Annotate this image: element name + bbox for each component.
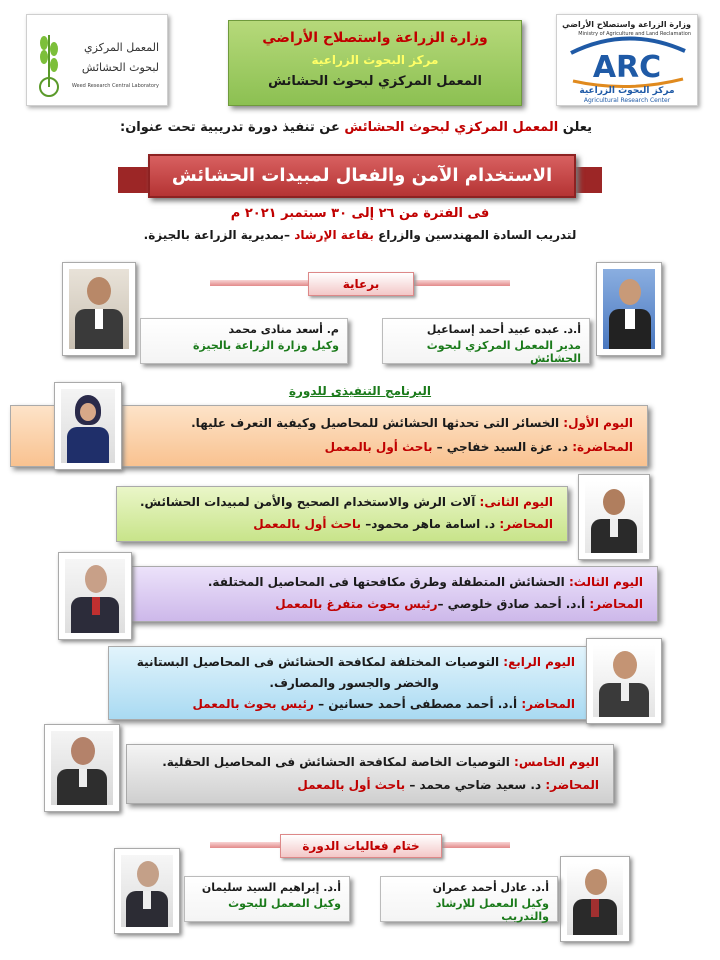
day-5-label: اليوم الخامس: (514, 755, 599, 769)
person-portrait-icon (65, 559, 125, 633)
arc-logo-ar-bottom: مركز البحوث الزراعية (579, 86, 675, 96)
course-title: الاستخدام الآمن والفعال لمبيدات الحشائش (148, 154, 576, 198)
arc-logo-en-top: Ministry of Agriculture and Land Reclamation (578, 31, 691, 37)
day-3-grade: رئيس بحوث متفرغ بالمعمل (275, 597, 438, 611)
weed-logo-en: Weed Research Central Laboratory (71, 83, 159, 89)
person-portrait-icon (567, 863, 623, 935)
person-portrait-icon (585, 481, 643, 553)
target-after: –بمديرية الزراعة بالجيزة. (143, 228, 295, 242)
day-4-photo (586, 638, 662, 724)
day-2-label: اليوم الثانى: (479, 495, 553, 509)
day-2-box (116, 486, 568, 542)
intro-after: عن تنفيذ دورة تدريبية تحت عنوان: (120, 120, 345, 135)
day-5-photo (44, 724, 120, 812)
day-1-grade: باحث أول بالمعمل (324, 440, 433, 454)
day-2-topic: آلات الرش والاستخدام الصحيح والأمن لمبيدات الحشائش. (139, 495, 480, 509)
person-portrait-icon (61, 389, 115, 463)
day-5-box (126, 744, 614, 804)
patron-left-name: م. أسعد منادى محمد (228, 323, 339, 336)
header-box (228, 20, 522, 106)
day-4-topic: التوصيات المختلفة لمكافحة الحشائش فى المحاصيل البستانية (136, 655, 504, 669)
day-3-lecturer: أ.د. أحمد صادق خلوصي – (437, 597, 590, 611)
day-4-lecturer-label: المحاضر: (521, 697, 575, 711)
weed-lab-logo (26, 14, 168, 106)
day-1-lecturer: د. عزة السيد خفاجي – (432, 440, 573, 454)
intro-before: يعلن (558, 120, 592, 135)
person-portrait-icon (603, 269, 655, 349)
person-portrait-icon (51, 731, 113, 805)
arc-logo (556, 14, 698, 106)
patron-left-photo (62, 262, 136, 356)
day-3-lecturer-label: المحاضر: (589, 597, 643, 611)
weed-logo-ar-1: المعمل المركزي (83, 41, 159, 54)
day-4-lecturer: أ.د. أحمد مصطفى أحمد حسانين – (313, 697, 522, 711)
intro-line (100, 120, 612, 135)
day-4-topic-2: والخضر والجسور والمصارف. (269, 676, 439, 690)
target-highlight: بقاعة الإرشاد (294, 228, 374, 242)
person-portrait-icon (593, 645, 655, 717)
day-3-box (124, 566, 658, 622)
day-1-photo (54, 382, 122, 470)
arc-logo-en-bottom: Agricultural Research Center (583, 97, 671, 104)
day-5-grade: باحث أول بالمعمل (297, 778, 406, 792)
wheat-icon (40, 35, 58, 87)
closing-label: ختام فعاليات الدورة (280, 834, 442, 858)
closing-right-card (380, 876, 558, 922)
patron-left-role: وكيل وزارة الزراعة بالجيزة (193, 339, 339, 352)
day-3-photo (58, 552, 132, 640)
day-2-grade: باحث أول بالمعمل (253, 517, 362, 531)
closing-left-photo (114, 848, 180, 934)
target-before: لتدريب السادة المهندسين والزراع (373, 228, 577, 242)
closing-right-name: أ.د. عادل أحمد عمران (432, 881, 549, 894)
patron-right-name: أ.د. عبده عبيد أحمد إسماعيل (426, 323, 581, 336)
closing-right-role: وكيل المعمل للإرشاد والتدريب (435, 897, 549, 923)
patron-right-photo (596, 262, 662, 356)
closing-left-card (184, 876, 350, 922)
day-2-photo (578, 474, 650, 560)
patron-right-card (382, 318, 590, 364)
day-5-lecturer-label: المحاضر: (545, 778, 599, 792)
arc-logo-mark: ARC (592, 50, 662, 85)
day-3-label: اليوم الثالث: (568, 575, 643, 589)
patron-right-role: مدير المعمل المركزي لبحوث الحشائش (426, 339, 581, 365)
day-2-lecturer: د. اسامة ماهر محمود– (361, 517, 500, 531)
arc-logo-graphic (557, 15, 697, 105)
weed-logo-ar-2: لبحوث الحشائش (81, 61, 159, 74)
day-4-label: اليوم الرابع: (503, 655, 575, 669)
day-3-topic: الحشائش المتطفلة وطرق مكافحتها فى المحاصيل المختلفة. (207, 575, 569, 589)
day-4-box (108, 646, 590, 720)
weed-lab-logo-graphic (27, 15, 167, 105)
day-5-topic: التوصيات الخاصة لمكافحة الحشائش فى المحاصيل الحقلية. (162, 755, 515, 769)
person-portrait-icon (69, 269, 129, 349)
center-name: مركز البحوث الزراعية (311, 53, 439, 67)
program-label: البرنامج التنفيذى للدورة (288, 384, 432, 398)
intro-highlight: المعمل المركزي لبحوث الحشائش (344, 120, 559, 135)
patronage-label: برعاية (308, 272, 414, 296)
ministry-name: وزارة الزراعة واستصلاح الأراضي (262, 30, 488, 46)
closing-left-name: أ.د. إبراهيم السيد سليمان (201, 881, 341, 894)
arc-logo-ar-top: وزارة الزراعة واستصلاح الأراضي (562, 20, 691, 29)
closing-left-role: وكيل المعمل للبحوث (228, 897, 341, 910)
day-4-grade: رئيس بحوث بالمعمل (192, 697, 314, 711)
day-1-lecturer-label: المحاضرة: (572, 440, 633, 454)
course-period: فى الفترة من ٢٦ إلى ٣٠ سبتمبر ٢٠٢١ م (230, 206, 490, 221)
patron-left-card (140, 318, 348, 364)
day-1-topic: الخسائر التى تحدثها الحشائش للمحاصيل وكيفية التعرف عليها. (191, 416, 564, 430)
day-5-lecturer: د. سعيد ضاحي محمد – (405, 778, 546, 792)
lab-name: المعمل المركزي لبحوث الحشائش (268, 74, 482, 89)
person-portrait-icon (121, 855, 173, 927)
closing-right-photo (560, 856, 630, 942)
course-target (120, 228, 600, 242)
day-1-label: اليوم الأول: (563, 416, 633, 430)
day-2-lecturer-label: المحاضر: (499, 517, 553, 531)
